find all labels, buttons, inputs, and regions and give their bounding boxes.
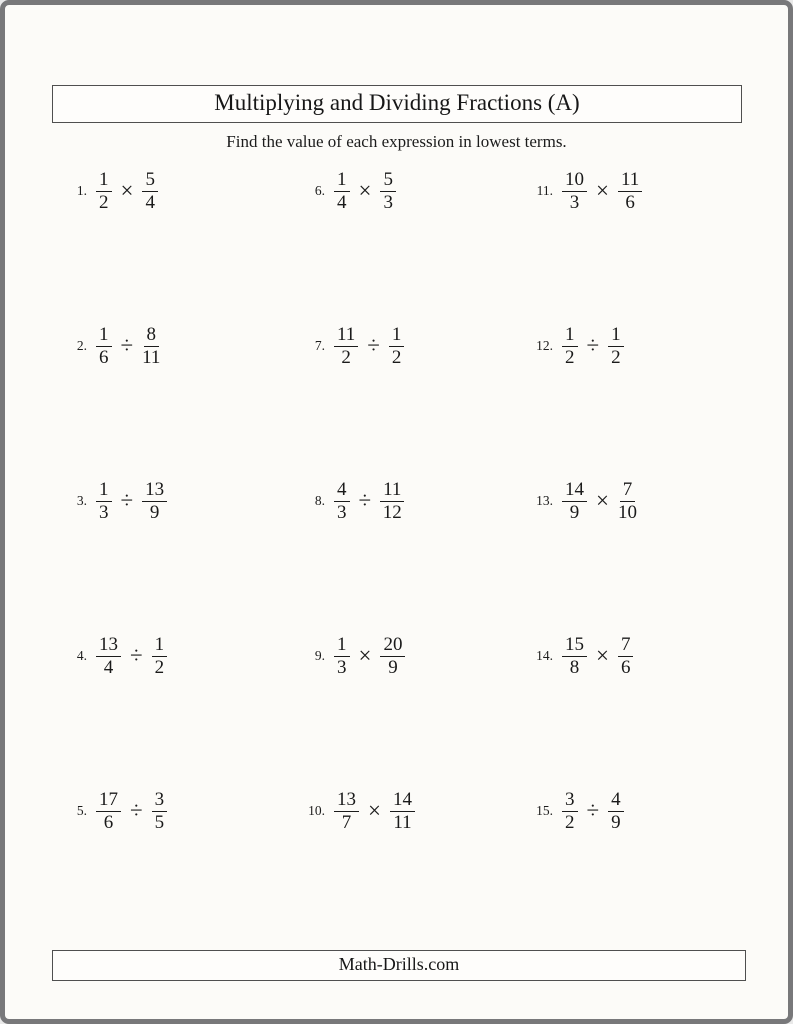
denominator: 10 <box>617 501 637 523</box>
numerator: 5 <box>142 170 158 192</box>
denominator: 7 <box>341 811 352 833</box>
fraction-first <box>96 170 112 213</box>
fraction-second <box>142 170 158 213</box>
denominator: 11 <box>393 811 412 833</box>
problem-number: 1. <box>76 183 87 198</box>
numerator: 3 <box>562 790 578 812</box>
numerator: 4 <box>334 480 350 502</box>
fraction-second <box>618 170 642 213</box>
fraction-second <box>618 635 634 678</box>
numerator: 1 <box>96 170 112 192</box>
denominator: 3 <box>383 191 393 213</box>
denominator: 12 <box>382 501 402 523</box>
denominator: 2 <box>565 346 575 368</box>
fraction-second <box>380 170 396 213</box>
numerator: 8 <box>144 325 160 347</box>
problem-item <box>529 633 758 679</box>
denominator: 4 <box>103 656 114 678</box>
problem-number: 10. <box>308 803 325 818</box>
problem-item <box>63 633 301 679</box>
operator: × <box>368 798 381 823</box>
numerator: 13 <box>334 790 359 812</box>
denominator: 6 <box>99 346 109 368</box>
denominator: 6 <box>103 811 114 833</box>
fraction-first <box>96 790 121 833</box>
fraction-first <box>334 635 350 678</box>
problem-number: 2. <box>76 338 87 353</box>
numerator: 3 <box>152 790 168 812</box>
problem-number: 4. <box>76 648 87 663</box>
operator: × <box>596 488 609 513</box>
numerator: 5 <box>380 170 396 192</box>
problem-item <box>301 478 529 524</box>
operator: ÷ <box>130 643 143 668</box>
denominator: 11 <box>142 346 161 368</box>
numerator: 11 <box>618 170 642 192</box>
denominator: 4 <box>337 191 347 213</box>
denominator: 2 <box>154 656 165 678</box>
problem-number: 8. <box>314 493 325 508</box>
problem-number: 12. <box>536 338 553 353</box>
denominator: 3 <box>337 501 347 523</box>
footer-box <box>52 950 746 981</box>
problem-number: 11. <box>536 183 553 198</box>
fraction-first <box>562 480 587 523</box>
title-box <box>52 85 742 123</box>
operator: ÷ <box>358 488 372 513</box>
numerator: 1 <box>334 635 350 657</box>
fraction-second <box>142 480 167 523</box>
operator: × <box>358 178 372 203</box>
operator: ÷ <box>120 333 134 358</box>
fraction-second <box>618 480 637 523</box>
numerator: 15 <box>562 635 587 657</box>
numerator: 1 <box>152 635 168 657</box>
denominator: 5 <box>154 811 165 833</box>
numerator: 1 <box>562 325 578 347</box>
operator: ÷ <box>130 798 143 823</box>
denominator: 9 <box>611 811 621 833</box>
problem-item <box>63 323 301 369</box>
denominator: 2 <box>391 346 402 368</box>
problem-item <box>529 168 758 214</box>
fraction-first <box>562 170 587 213</box>
numerator: 11 <box>380 480 404 502</box>
fraction-first <box>562 790 578 833</box>
footer-text: Math-Drills.com <box>338 954 460 974</box>
problem-number: 3. <box>76 493 87 508</box>
denominator: 6 <box>620 656 631 678</box>
fraction-first <box>334 480 350 523</box>
fraction-second <box>608 790 624 833</box>
problem-item <box>301 633 529 679</box>
problem-item <box>529 323 758 369</box>
numerator: 13 <box>96 635 121 657</box>
operator: ÷ <box>120 488 134 513</box>
problem-number: 13. <box>536 493 553 508</box>
problem-item <box>529 478 758 524</box>
denominator: 6 <box>625 191 635 213</box>
numerator: 17 <box>96 790 121 812</box>
denominator: 9 <box>388 656 398 678</box>
numerator: 13 <box>142 480 167 502</box>
denominator: 2 <box>611 346 621 368</box>
problem-number: 5. <box>76 803 87 818</box>
numerator: 14 <box>562 480 587 502</box>
numerator: 1 <box>608 325 624 347</box>
problem-item <box>301 788 529 834</box>
denominator: 9 <box>569 501 580 523</box>
numerator: 20 <box>380 635 405 657</box>
denominator: 2 <box>341 346 351 368</box>
fraction-first <box>96 480 112 523</box>
fraction-second <box>142 325 160 368</box>
problem-number: 9. <box>314 648 325 663</box>
fraction-first <box>562 325 578 368</box>
numerator: 1 <box>389 325 405 347</box>
operator: ÷ <box>367 333 380 358</box>
fraction-first <box>562 635 587 678</box>
fraction-second <box>152 635 168 678</box>
numerator: 10 <box>562 170 587 192</box>
problem-item <box>63 788 301 834</box>
numerator: 1 <box>96 480 112 502</box>
denominator: 4 <box>145 191 155 213</box>
problem-item <box>529 788 758 834</box>
fraction-first <box>334 790 359 833</box>
fraction-first <box>334 170 350 213</box>
denominator: 2 <box>565 811 575 833</box>
fraction-second <box>608 325 624 368</box>
page-title: Multiplying and Dividing Fractions (A) <box>214 90 580 115</box>
denominator: 3 <box>99 501 109 523</box>
numerator: 1 <box>334 170 350 192</box>
denominator: 9 <box>149 501 160 523</box>
fraction-second <box>152 790 168 833</box>
operator: ÷ <box>586 333 600 358</box>
problem-number: 6. <box>314 183 325 198</box>
problem-item <box>301 168 529 214</box>
operator: ÷ <box>586 798 600 823</box>
operator: × <box>596 178 609 203</box>
problems-grid <box>63 168 758 943</box>
problem-number: 15. <box>536 803 553 818</box>
problem-number: 7. <box>314 338 325 353</box>
fraction-first <box>96 635 121 678</box>
problem-item <box>301 323 529 369</box>
denominator: 2 <box>99 191 109 213</box>
fraction-second <box>389 325 405 368</box>
denominator: 3 <box>337 656 347 678</box>
problem-item <box>63 478 301 524</box>
numerator: 14 <box>390 790 415 812</box>
fraction-first <box>96 325 112 368</box>
fraction-first <box>334 325 358 368</box>
denominator: 3 <box>569 191 580 213</box>
problem-item <box>63 168 301 214</box>
numerator: 1 <box>96 325 112 347</box>
numerator: 7 <box>620 480 636 502</box>
fraction-second <box>380 635 405 678</box>
operator: × <box>120 178 134 203</box>
numerator: 4 <box>608 790 624 812</box>
numerator: 11 <box>334 325 358 347</box>
instruction-text: Find the value of each expression in lowest terms. <box>226 132 567 151</box>
denominator: 8 <box>569 656 580 678</box>
fraction-second <box>390 790 415 833</box>
problem-number: 14. <box>536 648 553 663</box>
numerator: 7 <box>618 635 634 657</box>
operator: × <box>596 643 609 668</box>
operator: × <box>358 643 372 668</box>
fraction-second <box>380 480 404 523</box>
